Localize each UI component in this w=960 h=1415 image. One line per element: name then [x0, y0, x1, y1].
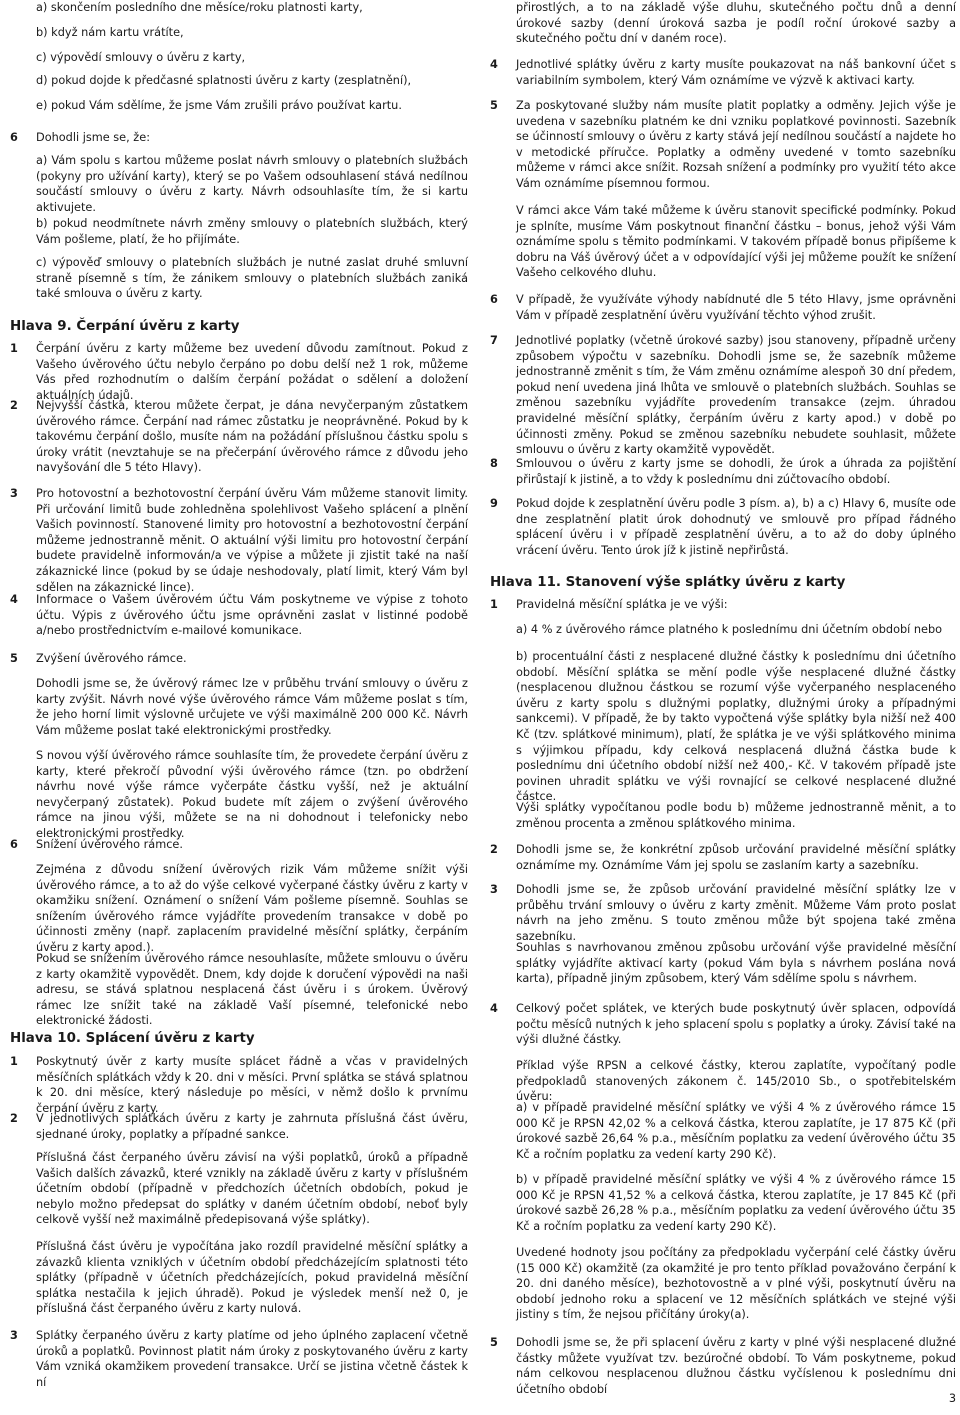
paragraph: c) výpověď smlouvy o platebních službách je nutné zaslat druhé smluvní straně písemně s tím, že zánikem smlouvy o platebních službách zaniká také smlouva o úvěru z karty.: [36, 256, 468, 301]
paragraph: Výši splátky vypočítanou podle bodu b) můžeme jednostranně měnit, a to změnou procenta a změnou splátkového minima.: [516, 801, 956, 830]
paragraph: Dohodli jsme se, že:: [36, 131, 150, 144]
section-number: 3: [490, 883, 498, 896]
page-number: 3: [948, 1392, 956, 1406]
section-number: 7: [490, 334, 498, 347]
section-number: 9: [490, 497, 498, 510]
section-number: 6: [10, 131, 18, 144]
section-number: 2: [10, 1112, 18, 1125]
section-number: 2: [10, 399, 18, 412]
paragraph: c) výpovědí smlouvy o úvěru z karty,: [36, 51, 246, 64]
paragraph: Příklad výše RPSN a celkové částky, kterou zaplatíte, vypočítaný podle předpokladů stanovených zákonem č. 145/2010 Sb., o spotřebitelském úvěru:: [516, 1059, 956, 1104]
paragraph: d) pokud dojde k předčasné splatnosti úvěru z karty (zesplatnění),: [36, 74, 412, 87]
paragraph: Za poskytované služby nám musíte platit poplatky a odměny. Jejich výše je uvedena v sazebníku platném ke dni vzniku poplatkové povinnosti. Sazebník se účinností smlouvy o úvěru z karty stává její nedílnou součástí a najdete ho v metodické příručce. Poplatky a odměny uvedené v tomto sazebníku můžeme v rámci akce snížit. Rozsah snížení a podmínky pro využití této akce Vám oznámíme písemnou formou.: [516, 99, 956, 190]
paragraph: Smlouvou o úvěru z karty jsme se dohodli, že úrok a úhrada za pojištění přirůstají k jistině, a to vždy k poslednímu dni zúčtovacího období.: [516, 457, 956, 486]
paragraph: Souhlas s navrhovanou změnou způsobu určování výše pravidelné měsíční splátky vyjádříte aktivací karty (pokud Vám byla s návrhem poslána nová karta), případně jiným způsobem, který Vám sdělíme spolu s návrhem.: [516, 941, 956, 986]
section-heading: Hlava 10. Splácení úvěru z karty: [10, 1031, 255, 1046]
paragraph: V rámci akce Vám také můžeme k úvěru stanovit specifické podmínky. Pokud je splníte, musíme Vám poskytnout finanční částku – bonus, jehož výši Vám oznámíme spolu s těmito podmínkami. V takovém případě bonus připíšeme k dobru na Váš úvěrový účet a v odpovídající výši jej můžeme použít ke snížení Vašeho celkového dluhu.: [516, 204, 956, 280]
paragraph: b) v případě pravidelné měsíční splátky ve výši 4 % z úvěrového rámce 15 000 Kč je RPSN 41,52 % a celková částka, kterou zaplatíte, je 17 845 Kč (při úrokové sazbě 26,28 % p.a., měsíčním poplatku za vedení úvěrového účtu 35 Kč a ročním poplatku za vedení karty 290 Kč).: [516, 1173, 956, 1233]
section-number: 6: [490, 293, 498, 306]
paragraph: Poskytnutý úvěr z karty musíte splácet řádně a včas v pravidelných měsíčních splátkách vždy k 20. dni v měsíci. První splátka se stává splatnou k 20. dni měsíce, který následuje po měsíci, v němž došlo k prvnímu čerpání úvěru z karty.: [36, 1055, 468, 1115]
paragraph: b) pokud neodmítnete návrh změny smlouvy o platebních službách, který Vám pošleme, platí, že ho přijímáte.: [36, 217, 468, 246]
section-heading: Hlava 11. Stanovení výše splátky úvěru z karty: [490, 575, 846, 590]
paragraph: Celkový počet splátek, ve kterých bude poskytnutý úvěr splacen, odpovídá počtu měsíců nutných k jeho splacení spolu s poplatky a úroky. Závisí také na výši dlužné částky.: [516, 1002, 956, 1047]
section-number: 5: [490, 99, 498, 112]
paragraph: e) pokud Vám sdělíme, že jsme Vám zrušili právo používat kartu.: [36, 99, 402, 112]
paragraph: S novou výší úvěrového rámce souhlasíte tím, že provedete čerpání úvěru z karty, které překročí původní výši úvěrového rámce (tzn. po obdržení návrhu nové výše rámce vyčerpáte částku vyšší, než je aktuální nevyčerpaný zůstatek). Pokud budete mít zájem o zvýšení úvěrového rámce na jinou výši, můžete se na ni dohodnout i telefonicky nebo elektronickými prostředky.: [36, 749, 468, 840]
section-number: 1: [10, 342, 18, 355]
paragraph: b) procentuální části z nesplacené dlužné částky k poslednímu dni účetního období. Měsíční splátka se mění podle výše nesplacené dlužné částky (nesplacenou dlužnou částkou se rozumí výše vyčerpaného nesplaceného úvěru z karty spolu s dlužnými poplatky, dlužnými úroky a případnými sankcemi). V případě, že by takto vypočtená výše splátky byla nižší než 400 Kč (tzv. splátkové minimum), platí, že splátka je ve výši splátkového minima s výjimkou případu, kdy celková nesplacená dlužná částka bude k poslednímu dni účetního období nižší než 400,- Kč. V takovém případě jste povinen uhradit splátku ve výši rovnající se celkové nesplacené dlužné částce.: [516, 650, 956, 804]
section-number: 8: [490, 457, 498, 470]
paragraph: b) když nám kartu vrátíte,: [36, 26, 184, 39]
paragraph: Nejvyšší částka, kterou můžete čerpat, je dána nevyčerpaným zůstatkem úvěrového rámce. Čerpání nad rámec zůstatku je neoprávněné. Pokud by k takovému čerpání došlo, musíte nám na požádání příslušnou částku spolu s úroky vrátit (nevztahuje se na přečerpání úvěrového rámce z důvodu jeho navyšování dle 5 této Hlavy).: [36, 399, 468, 475]
paragraph: V případě, že využíváte výhody nabídnuté dle 5 této Hlavy, jsme oprávněni Vám v případě zesplatnění úvěru využívání těchto výhod zrušit.: [516, 293, 956, 322]
paragraph: Pro hotovostní a bezhotovostní čerpání úvěru Vám můžeme stanovit limity. Při určování limitů bude zohledněna spolehlivost Vašeho splácení a plnění Vašich povinností. Stanovené limity pro hotovostní a bezhotovostní čerpání můžeme jednostranně měnit. O aktuální výši limitu pro hotovostní čerpání budete pravidelně informován/a ve výpise a můžete ji zjistit také na naší zákaznické lince (pokud by se údaje neshodovaly, platí limit, který Vám byl sdělen na zákaznické lince).: [36, 487, 468, 594]
paragraph: a) 4 % z úvěrového rámce platného k poslednímu dni účetním období nebo: [516, 623, 943, 636]
paragraph: Jednotlivé poplatky (včetně úrokové sazby) jsou stanoveny, případně určeny způsobem výpočtu v sazebníku. Dohodli jsme se, že sazebník můžeme jednostranně změnit s tím, že Vám změnu oznámíme alespoň 30 dní předem, pokud není uvedena jiná lhůta ve smlouvě o platebních službách. Souhlas se změnou sazebníku vyjádříte provedením transakce (zejm. úhradou pravidelné měsíční splátky, čerpáním úvěru z karty apod.) v době po účinnosti změny. Pokud se změnou sazebníku nebudete souhlasit, můžete smlouvu o úvěru z karty okamžitě vypovědět.: [516, 334, 956, 457]
paragraph: a) skončením posledního dne měsíce/roku platnosti karty,: [36, 1, 363, 14]
paragraph: a) v případě pravidelné měsíční splátky ve výši 4 % z úvěrového rámce 15 000 Kč je RPSN 42,02 % a celková částka, kterou zaplatíte, je 17 875 Kč (při úrokové sazbě 26,64 % p.a., měsíčním poplatku za vedení úvěrového účtu 35 Kč a ročním poplatku za vedení karty 290 Kč).: [516, 1101, 956, 1161]
paragraph: Splátky čerpaného úvěru z karty platíme od jeho úplného zaplacení včetně úroků a poplatků. Povinnost platit nám úroky z poskytovaného úvěru z karty Vám vzniká okamžikem provedení transakce. Určí se jistina včetně částek k ní: [36, 1329, 468, 1389]
section-heading: Hlava 9. Čerpání úvěru z karty: [10, 319, 240, 334]
section-number: 5: [10, 652, 18, 665]
section-number: 4: [490, 58, 498, 71]
paragraph: přirostlých, a to na základě výše dluhu, skutečného počtu dnů a denní úrokové sazby (denní úroková sazba je podíl roční úrokové sazby a skutečného počtu dní v daném roce).: [516, 1, 956, 46]
section-number: 4: [490, 1002, 498, 1015]
section-number: 5: [490, 1336, 498, 1349]
section-number: 1: [490, 598, 498, 611]
paragraph: Informace o Vašem úvěrovém účtu Vám poskytneme ve výpise z tohoto účtu. Výpis z úvěrového účtu jsme oprávněni zaslat v listinné podobě a/nebo prostřednictvím e-mailové komunikace.: [36, 593, 468, 638]
section-number: 6: [10, 838, 18, 851]
paragraph: Uvedené hodnoty jsou počítány za předpokladu vyčerpání celé částky úvěru (15 000 Kč) okamžitě (za okamžité je pro tento příklad považováno čerpání k 20. dni daného měsíce), bezhotovostně a v plné výši, poskytnutí úvěru na období jednoho roku a splacení ve 12 měsíčních splátkách ve stejné výši jistiny s tím, že nejsou přičítány úroky(a).: [516, 1246, 956, 1322]
paragraph: Dohodli jsme se, že konkrétní způsob určování pravidelné měsíční splátky oznámíme my. Oznámíme Vám jej spolu se zaslaním karty a sazebníku.: [516, 843, 956, 872]
paragraph: Pravidelná měsíční splátka je ve výši:: [516, 598, 728, 611]
paragraph: Dohodli jsme se, že úvěrový rámec lze v průběhu trvání smlouvy o úvěru z karty zvýšit. Návrh nové výše úvěrového rámce Vám můžeme poslat s tím, že jeho horní limit výslovně určujete ve výši maximálně 200 000 Kč. Návrh Vám můžeme poslat také elektronickými prostředky.: [36, 677, 468, 737]
paragraph: Čerpání úvěru z karty můžeme bez uvedení důvodu zamítnout. Pokud z Vašeho úvěrového účtu nebylo čerpáno po dobu delší než 1 rok, můžeme Vás před rozhodnutím o dalším čerpání požádat o sdělení a doložení aktuálních údajů.: [36, 342, 468, 402]
paragraph: Snížení úvěrového rámce.: [36, 838, 183, 851]
section-number: 2: [490, 843, 498, 856]
paragraph: Pokud dojde k zesplatnění úvěru podle 3 písm. a), b) a c) Hlavy 6, musíte ode dne zesplatnění platit úrok dohodnutý ve smlouvě pro případ řádného splácení úvěru i v případě zesplatnění úvěru, a to až do doby úplného vrácení úvěru. Tento úrok jíž k jistině nepřirůstá.: [516, 497, 956, 557]
section-number: 1: [10, 1055, 18, 1068]
paragraph: Dohodli jsme se, že způsob určování pravidelné měsíční splátky lze v průběhu trvání smlouvy o úvěru z karty změnit. Můžeme Vám proto poslat návrh na jeho změnu. S touto změnou může být spojena také změna sazebníku.: [516, 883, 956, 943]
paragraph: Příslušná část čerpaného úvěru závisí na výši poplatků, úroků a případně Vašich dalších závazků, které vznikly na základě úvěru z karty v příslušném účetním období (případně v předchozích účetních obdobích, pokud je nebylo možno předepsat do splátky v daném účetním období, neboť byly celkově vyšší než maximálně předepisovaná výše splátky).: [36, 1151, 468, 1227]
paragraph: Zejména z důvodu snížení úvěrových rizik Vám můžeme snížit výši úvěrového rámce, a to až do výše celkové vyčerpané částky úvěru z karty v okamžiku snížení. Oznámení o snížení Vám pošleme písemně. Souhlas se snížením úvěrového rámce vyjádříte provedením transakce v době po účinnosti změny (např. zaplacením pravidelné měsíční splátky, čerpáním úvěru z karty apod.).: [36, 863, 468, 954]
paragraph: Dohodli jsme se, že při splacení úvěru z karty v plné výši nesplacené dlužné částky můžete využívat tzv. bezúročné období. To Vám poskytneme, pokud nám celkovou nesplacenou dlužnou částku vyčíslenou k poslednímu dni účetního období: [516, 1336, 956, 1396]
paragraph: Jednotlivé splátky úvěru z karty musíte poukazovat na náš bankovní účet s variabilním symbolem, který Vám oznámíme ve výzvě k aktivaci karty.: [516, 58, 956, 87]
paragraph: Příslušná část úvěru je vypočítána jako rozdíl pravidelné měsíční splátky a závazků klienta vzniklých v účetním období předcházejícím splatnosti této splátky (případně v účetních předcházejících, pokud pravidelná měsíční splátka nestačila k jejich úhradě). Pokud je výsledek menší než 0, je příslušná část čerpaného úvěru z karty nulová.: [36, 1240, 468, 1316]
section-number: 3: [10, 1329, 18, 1342]
paragraph: V jednotlivých splátkách úvěru z karty je zahrnuta příslušná část úvěru, sjednané úroky, poplatky a případné sankce.: [36, 1112, 468, 1141]
paragraph: Zvýšení úvěrového rámce.: [36, 652, 187, 665]
section-number: 3: [10, 487, 18, 500]
paragraph: a) Vám spolu s kartou můžeme poslat návrh smlouvy o platebních službách (pokyny pro užívání karty), který se po Vašem odsouhlasení stává nedílnou součástí smlouvy o úvěru z karty. Návrh odsouhlasíte tím, že si kartu aktivujete.: [36, 154, 468, 214]
paragraph: Pokud se snížením úvěrového rámce nesouhlasíte, můžete smlouvu o úvěru z karty okamžitě vypovědět. Dnem, kdy dojde k doručení výpovědi na naši adresu, se stává splatnou nesplacená část úvěru i s úrokem. Úvěrový rámec lze snížit také na základě Vaší písemné, telefonické nebo elektronické žádosti.: [36, 952, 468, 1028]
section-number: 4: [10, 593, 18, 606]
